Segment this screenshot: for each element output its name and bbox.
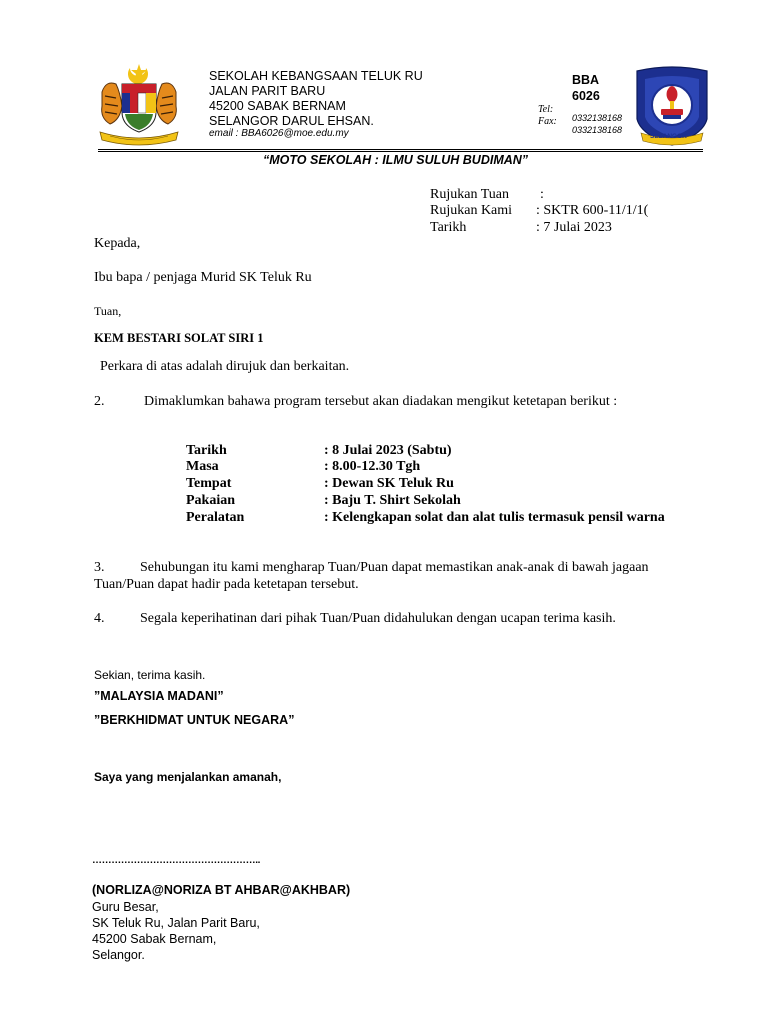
header-divider-top [98,149,703,150]
address-line-1: JALAN PARIT BARU [209,84,326,98]
crest-label: SELANGOR [650,133,687,140]
ref-label: Tarikh [430,220,467,235]
header-divider-bottom [98,151,703,152]
ref-value: : [540,187,544,202]
signer-title: Guru Besar, [92,900,159,914]
detail-label: Masa [186,459,219,474]
paragraph-1: Perkara di atas adalah dirujuk dan berkaitan. [100,359,350,374]
signer-address-3: Selangor. [92,948,145,962]
signer-name: (NORLIZA@NORIZA BT AHBAR@AKHBAR) [92,883,351,897]
letter-subject: KEM BESTARI SOLAT SIRI 1 [94,331,264,345]
detail-label: Peralatan [186,510,245,525]
address-line-2: 45200 SABAK BERNAM [209,99,346,113]
school-crest-logo [633,65,711,147]
tel-label: Tel: [538,104,554,115]
signature-line: …………………………………………….. [92,855,260,866]
ref-value: : SKTR 600-11/1/1( [536,203,649,218]
tel-number: 0332138168 [572,113,623,123]
ref-label: Rujukan Tuan [430,187,509,202]
school-email[interactable]: email : BBA6026@moe.edu.my [209,128,349,139]
signer-address-1: SK Teluk Ru, Jalan Parit Baru, [92,916,260,930]
address-line-3: SELANGOR DARUL EHSAN. [209,114,374,128]
paragraph-2: Dimaklumkan bahawa program tersebut akan diadakan mengikut ketetapan berikut : [144,394,618,409]
school-code-line-2: 6026 [572,89,600,103]
detail-value: : Kelengkapan solat dan alat tulis termasuk pensil warna [324,510,665,525]
paragraph-4: Segala keperihatinan dari pihak Tuan/Puan didahulukan dengan ucapan terima kasih. [140,611,616,626]
slogan-malaysia-madani: ”MALAYSIA MADANI” [94,689,224,703]
paragraph-3-line-1: Sehubungan itu kami mengharap Tuan/Puan dapat memastikan anak-anak di bawah jagaan [140,560,649,575]
ref-value: : 7 Julai 2023 [536,220,612,235]
detail-value: : Baju T. Shirt Sekolah [324,493,461,508]
paragraph-4-number: 4. [94,611,105,626]
letter-to: Kepada, [94,236,141,251]
paragraph-2-number: 2. [94,394,105,409]
detail-label: Tempat [186,476,232,491]
detail-value: : 8 Julai 2023 (Sabtu) [324,443,452,458]
paragraph-3-line-2: Tuan/Puan dapat hadir pada ketetapan tersebut. [94,577,359,592]
detail-value: : Dewan SK Teluk Ru [324,476,454,491]
closing-thanks: Sekian, terima kasih. [94,668,206,682]
school-motto: “MOTO SEKOLAH : ILMU SULUH BUDIMAN” [263,153,529,167]
school-name: SEKOLAH KEBANGSAAN TELUK RU [209,69,423,83]
detail-value: : 8.00-12.30 Tgh [324,459,421,474]
fax-number: 0332138168 [572,125,623,135]
ref-label: Rujukan Kami [430,203,513,218]
detail-label: Pakaian [186,493,236,508]
coat-of-arms-logo [96,62,182,146]
detail-label: Tarikh [186,443,227,458]
letter-salutation: Tuan, [94,304,122,318]
letter-recipient: Ibu bapa / penjaga Murid SK Teluk Ru [94,270,312,285]
paragraph-3-number: 3. [94,560,105,575]
slogan-berkhidmat: ”BERKHIDMAT UNTUK NEGARA” [94,713,295,727]
school-code-line-1: BBA [572,73,600,87]
signer-address-2: 45200 Sabak Bernam, [92,932,217,946]
fax-label: Fax: [538,116,557,127]
closing-trust-line: Saya yang menjalankan amanah, [94,770,282,784]
